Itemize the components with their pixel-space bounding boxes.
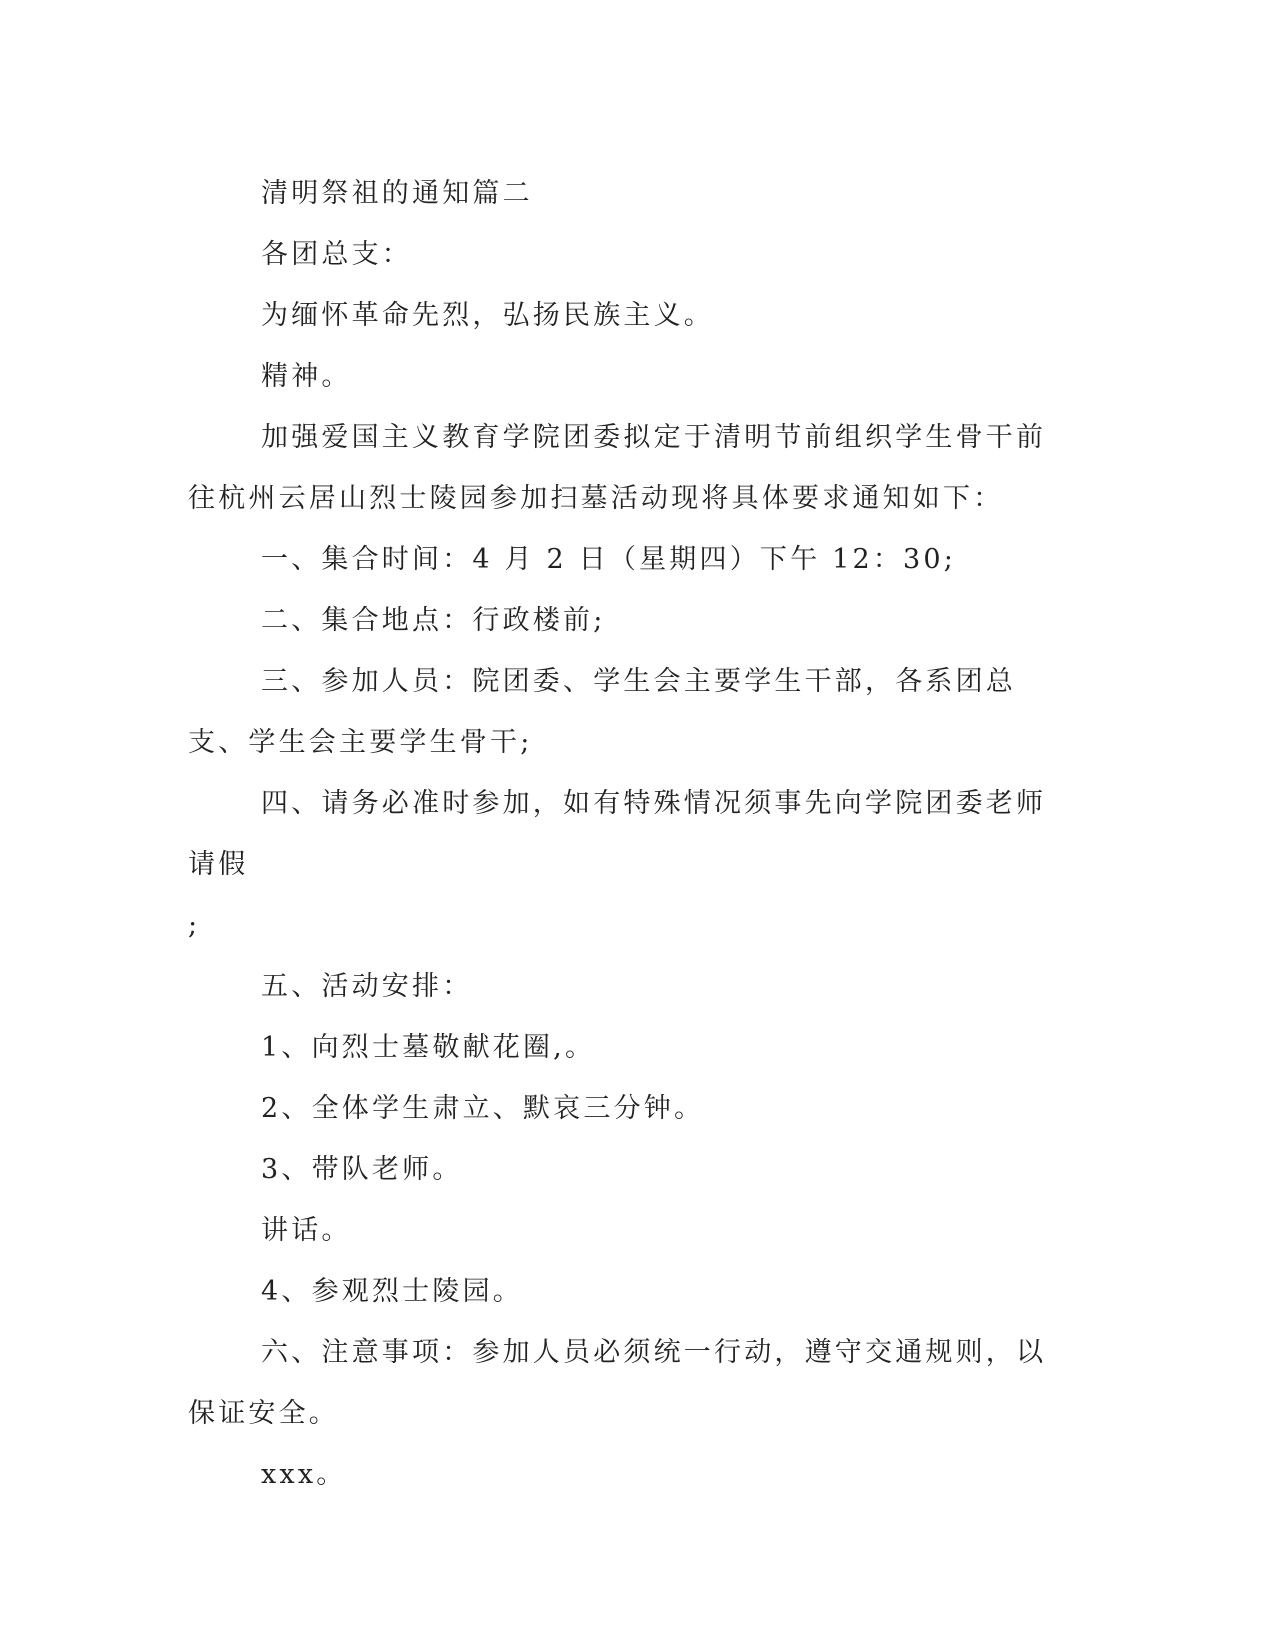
schedule-step-3-cont: 讲话。 [261, 1215, 352, 1246]
schedule-step-2: 2、全体学生肃立、默哀三分钟。 [261, 1093, 705, 1124]
document-body [188, 163, 1068, 1505]
item-notes: 六、注意事项：参加人员必须统一行动，遵守交通规则，以保证安全。 [188, 1337, 1047, 1429]
item-attendance: 四、请务必准时参加，如有特殊情况须事先向学院团委老师请假 [188, 788, 1047, 880]
item-schedule: 五、活动安排： [261, 971, 473, 1002]
item-attendance-end: ; [188, 910, 201, 941]
signature: xxx。 [261, 1459, 347, 1490]
document-title: 清明祭祖的通知篇二 [261, 178, 533, 209]
schedule-step-3: 3、带队老师。 [261, 1154, 463, 1185]
paragraph-spirit: 精神。 [261, 361, 352, 392]
item-gather-place: 二、集合地点：行政楼前; [261, 605, 606, 636]
item-participants: 三、参加人员：院团委、学生会主要学生干部，各系团总支、学生会主要学生骨干; [188, 666, 1016, 758]
schedule-step-4: 4、参观烈士陵园。 [261, 1276, 523, 1307]
schedule-step-1: 1、向烈士墓敬献花圈,。 [261, 1032, 596, 1063]
salutation: 各团总支： [261, 239, 412, 270]
item-gather-time: 一、集合时间：4 月 2 日（星期四）下午 12：30; [261, 544, 957, 575]
paragraph-intro: 加强爱国主义教育学院团委拟定于清明节前组织学生骨干前往杭州云居山烈士陵园参加扫墓活动现将具体要求通知如下： [188, 422, 1047, 514]
paragraph-purpose: 为缅怀革命先烈，弘扬民族主义。 [261, 300, 714, 331]
